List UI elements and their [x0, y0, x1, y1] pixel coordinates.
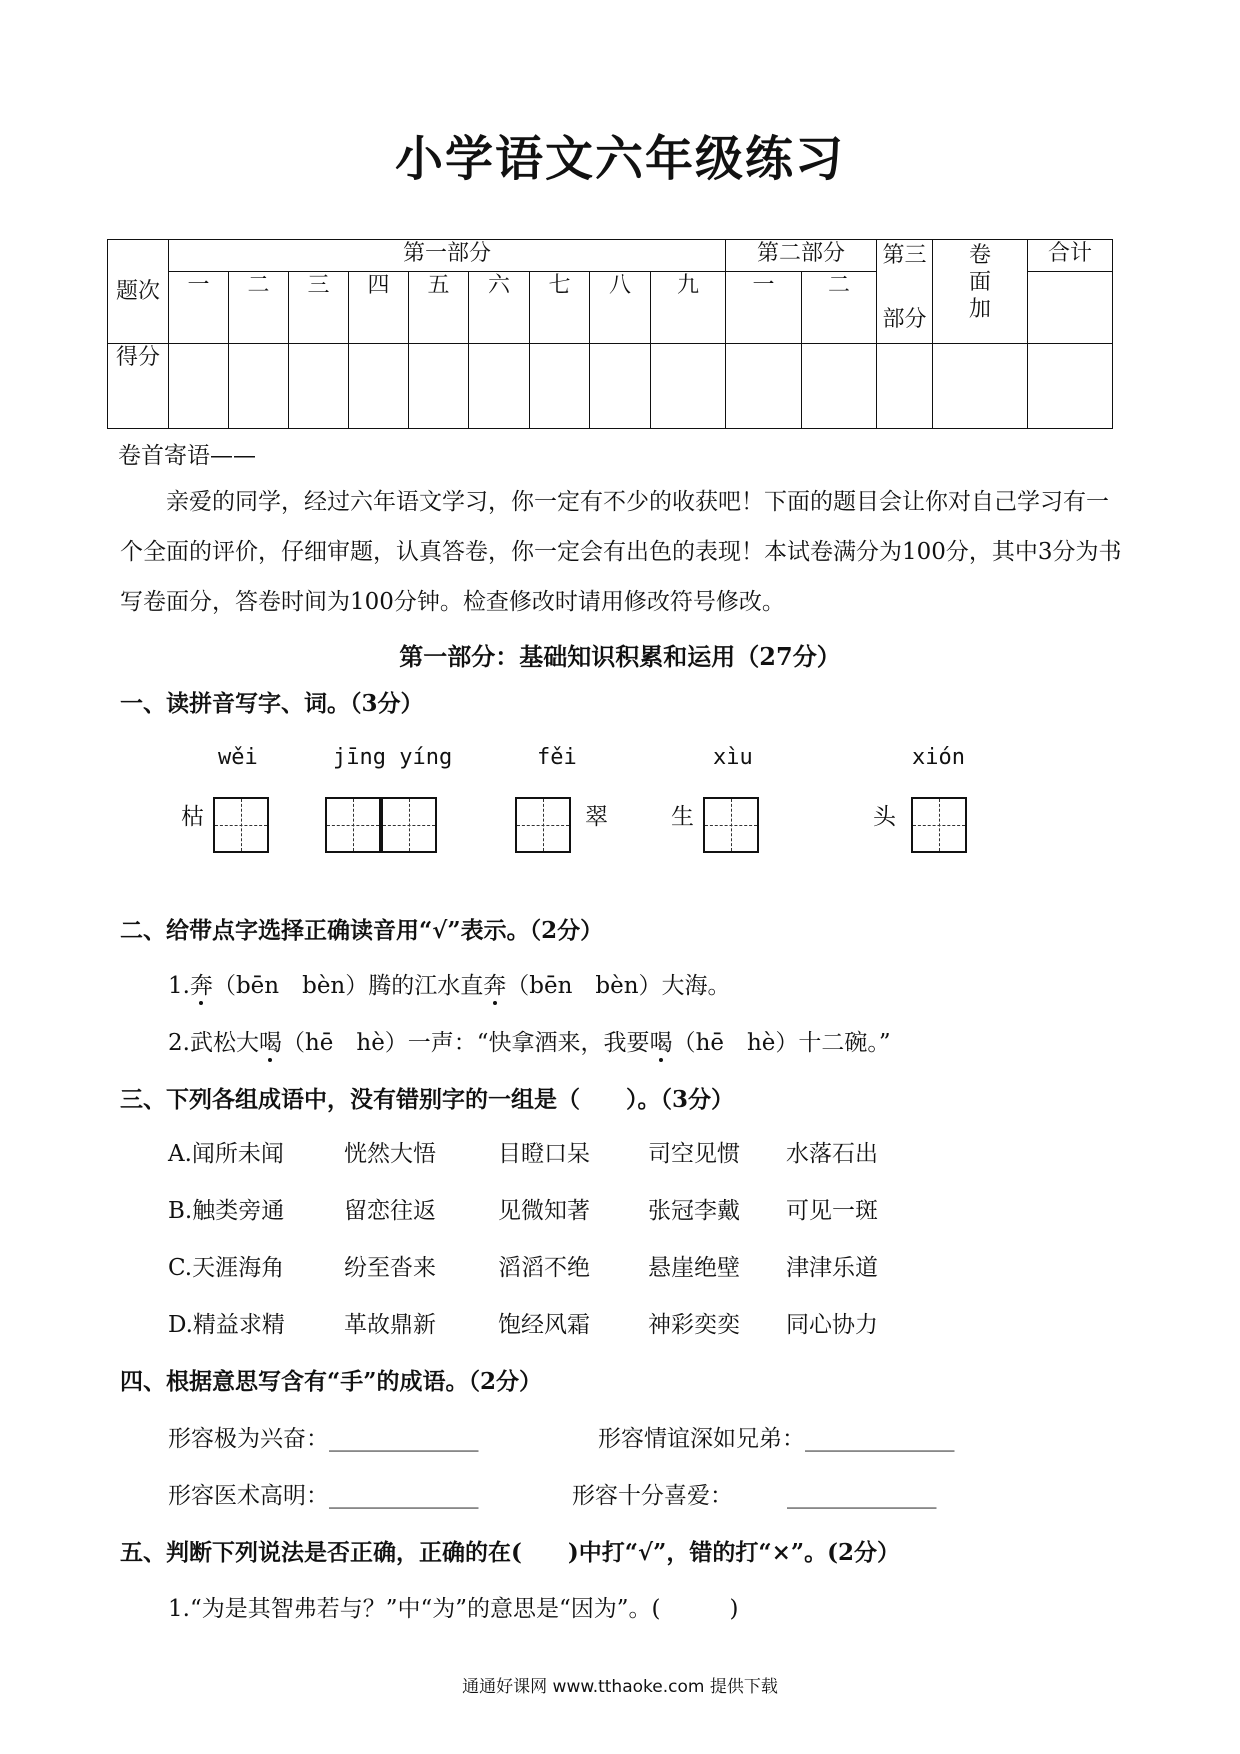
dotted-char: 喝 — [258, 1030, 282, 1056]
score-cell[interactable] — [802, 344, 877, 429]
idiom: 恍然大悟 — [344, 1141, 436, 1167]
total-header: 合计 — [1028, 240, 1113, 272]
dotted-char: 喝 — [649, 1030, 673, 1056]
q4-prompt: 形容情谊深如兄弟： — [598, 1426, 805, 1452]
score-cell[interactable] — [409, 344, 469, 429]
score-cell[interactable] — [1028, 344, 1113, 429]
score-table — [107, 239, 1113, 429]
writing-box[interactable] — [515, 797, 571, 853]
q4-item-1 — [168, 1420, 479, 1453]
col-4: 四 — [349, 272, 409, 344]
idiom: 革故鼎新 — [344, 1312, 436, 1338]
q1-char-sheng: 生 — [671, 804, 694, 830]
score-cell[interactable] — [229, 344, 289, 429]
pinyin-5: xión — [912, 745, 965, 770]
score-cell[interactable] — [530, 344, 590, 429]
idiom: 饱经风霜 — [498, 1312, 590, 1338]
answer-blank[interactable]: _____________ — [329, 1483, 479, 1509]
part1-header: 第一部分 — [169, 240, 726, 272]
score-cell[interactable] — [169, 344, 229, 429]
idiom: 张冠李戴 — [648, 1198, 740, 1224]
idiom: 悬崖绝壁 — [648, 1255, 740, 1281]
part3-header: 第三 部分 — [877, 240, 933, 344]
dotted-char: 奔 — [483, 973, 507, 999]
idiom: 纷至沓来 — [344, 1255, 436, 1281]
q2-line2 — [168, 1024, 891, 1057]
col-5: 五 — [409, 272, 469, 344]
q1-char-tou: 头 — [873, 804, 896, 830]
total-cell — [1028, 272, 1113, 344]
juanmian-text: 卷面加 — [969, 243, 992, 322]
page-title: 小学语文六年级练习 — [394, 131, 845, 187]
q5-item-1: 1.“为是其智弗若与？”中“为”的意思是“因为”。( ) — [168, 1596, 739, 1622]
pinyin-2: jīng yíng — [333, 745, 453, 770]
score-cell[interactable] — [289, 344, 349, 429]
q5-title: 五、判断下列说法是否正确，正确的在( )中打“√”，错的打“×”。(2分） — [120, 1539, 900, 1566]
q1-title: 一、读拼音写字、词。（3分） — [120, 690, 424, 717]
q1-char-ku: 枯 — [181, 804, 204, 830]
idiom: A.闻所未闻 — [168, 1141, 284, 1167]
row-label-defen: 得分 — [108, 344, 169, 429]
q4-item-3 — [168, 1477, 479, 1510]
q4-item-4 — [572, 1477, 937, 1510]
col-3: 三 — [289, 272, 349, 344]
q2-line2-a: 2.武松大 — [168, 1030, 259, 1056]
q2-title: 二、给带点字选择正确读音用“√”表示。（2分） — [120, 917, 604, 944]
q2-line1-c: （bēn bèn）大海。 — [506, 973, 731, 999]
score-cell[interactable] — [590, 344, 651, 429]
idiom: 留恋往返 — [344, 1198, 436, 1224]
preface-heading: 卷首寄语—— — [118, 443, 256, 469]
col-p2-2: 二 — [802, 272, 877, 344]
writing-box[interactable] — [381, 797, 437, 853]
pinyin-4: xìu — [713, 745, 753, 770]
answer-blank[interactable]: _____________ — [329, 1426, 479, 1452]
col-7: 七 — [530, 272, 590, 344]
footer-source: 通通好课网 www.tthaoke.com 提供下载 — [462, 1677, 778, 1697]
score-cell[interactable] — [651, 344, 726, 429]
writing-box[interactable] — [213, 797, 269, 853]
q2-line2-b: （hē hè）一声：“快拿酒来，我要 — [281, 1030, 650, 1056]
preface-text: 亲爱的同学，经过六年语文学习，你一定有不少的收获吧！下面的题目会让你对自己学习有一个全面的评价，仔细审题，认真答卷，你一定会有出色的表现！本试卷满分为100分，其中3分为书写卷面分，答卷时间为100分钟。检查修改时请用修改符号修改。 — [120, 489, 1122, 615]
idiom: 可见一斑 — [786, 1198, 878, 1224]
q2-line1-a: 1. — [168, 973, 190, 999]
col-8: 八 — [590, 272, 651, 344]
col-6: 六 — [469, 272, 530, 344]
part2-header: 第二部分 — [726, 240, 877, 272]
score-cell[interactable] — [349, 344, 409, 429]
idiom: 同心协力 — [786, 1312, 878, 1338]
q4-prompt: 形容极为兴奋： — [168, 1426, 329, 1452]
q1-char-cui: 翠 — [585, 804, 608, 830]
q4-prompt: 形容医术高明： — [168, 1483, 329, 1509]
q4-title: 四、根据意思写含有“手”的成语。（2分） — [120, 1368, 542, 1395]
idiom: 神彩奕奕 — [648, 1312, 740, 1338]
writing-box[interactable] — [703, 797, 759, 853]
score-cell[interactable] — [726, 344, 802, 429]
idiom: D.精益求精 — [168, 1312, 285, 1338]
section1-title: 第一部分：基础知识积累和运用（27分） — [399, 642, 841, 671]
idiom: B.触类旁通 — [168, 1198, 285, 1224]
idiom: 目瞪口呆 — [498, 1141, 590, 1167]
q2-line2-c: （hē hè）十二碗。” — [672, 1030, 891, 1056]
juanmian-header — [933, 240, 1028, 344]
idiom: 见微知著 — [498, 1198, 590, 1224]
idiom: 滔滔不绝 — [498, 1255, 590, 1281]
row-label-tici: 题次 — [108, 240, 169, 344]
score-cell[interactable] — [933, 344, 1028, 429]
score-cell[interactable] — [469, 344, 530, 429]
idiom: 水落石出 — [786, 1141, 878, 1167]
col-1: 一 — [169, 272, 229, 344]
writing-box[interactable] — [325, 797, 381, 853]
q3-title: 三、下列各组成语中，没有错别字的一组是（ ）。（3分） — [120, 1086, 735, 1113]
idiom: 司空见惯 — [648, 1141, 740, 1167]
score-cell[interactable] — [877, 344, 933, 429]
col-2: 二 — [229, 272, 289, 344]
pinyin-1: wěi — [218, 745, 258, 770]
answer-blank[interactable]: _____________ — [805, 1426, 955, 1452]
dotted-char: 奔 — [189, 973, 213, 999]
pinyin-3: fěi — [537, 745, 577, 770]
q2-line1-b: （bēn bèn）腾的江水直 — [212, 973, 484, 999]
answer-blank[interactable]: _____________ — [787, 1483, 937, 1509]
idiom: C.天涯海角 — [168, 1255, 285, 1281]
q2-line1 — [168, 967, 731, 1000]
col-p2-1: 一 — [726, 272, 802, 344]
writing-box[interactable] — [911, 797, 967, 853]
q4-prompt: 形容十分喜爱： — [572, 1483, 733, 1509]
col-9: 九 — [651, 272, 726, 344]
idiom: 津津乐道 — [786, 1255, 878, 1281]
q4-item-2 — [598, 1420, 955, 1453]
